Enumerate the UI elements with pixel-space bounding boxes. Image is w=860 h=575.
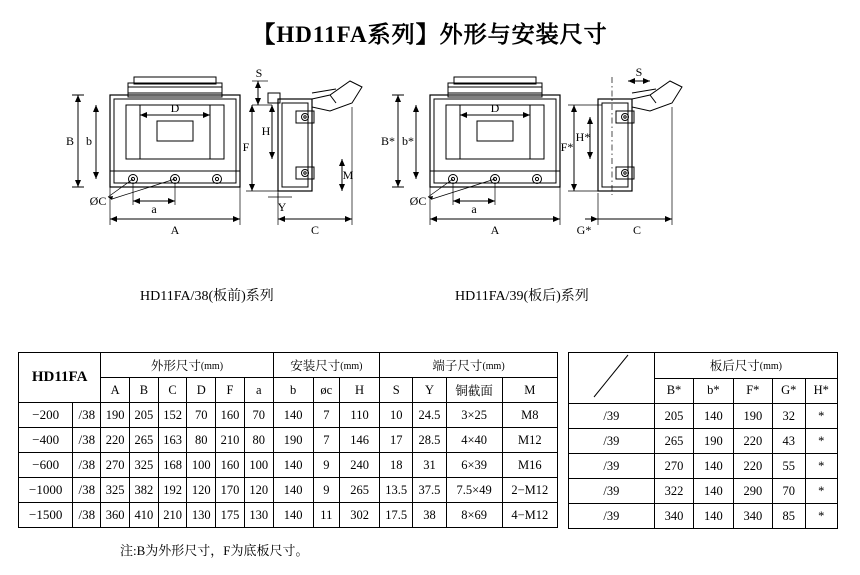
cell: 170	[216, 478, 245, 503]
cell: 120	[187, 478, 216, 503]
cell: 205	[130, 403, 159, 428]
cell: 9	[313, 453, 339, 478]
table-corner-label: HD11FA	[19, 353, 101, 403]
table-row	[19, 478, 558, 503]
cell: 290	[733, 479, 772, 504]
cell: 85	[773, 504, 805, 529]
col-header-B: B	[130, 378, 159, 403]
col-header-C: C	[158, 378, 187, 403]
cell: 2−M12	[502, 478, 557, 503]
cell: 340	[654, 504, 693, 529]
cell: 190	[694, 429, 733, 454]
cell: 37.5	[413, 478, 446, 503]
cell: 130	[244, 503, 273, 528]
svg-text:H*: H*	[575, 130, 591, 144]
cell: 325	[101, 478, 130, 503]
side-row-code-1: /39	[569, 404, 655, 429]
cell: 130	[187, 503, 216, 528]
cell: 270	[101, 453, 130, 478]
cell: 70	[244, 403, 273, 428]
side-group-header-rear	[654, 353, 837, 379]
cell: 17	[380, 428, 413, 453]
svg-text:b: b	[86, 134, 92, 148]
cell: 100	[244, 453, 273, 478]
svg-text:C: C	[310, 223, 320, 237]
cell: 13.5	[380, 478, 413, 503]
cell: 140	[694, 404, 733, 429]
row-model-1500: −1500	[19, 503, 73, 528]
cell: 43	[773, 429, 805, 454]
col-header-copper-section: 铜截面	[446, 378, 502, 403]
cell: M16	[502, 453, 557, 478]
side-col-header-Fstar: F*	[733, 378, 772, 404]
cell: 31	[413, 453, 446, 478]
side-row-code-5: /39	[569, 504, 655, 529]
caption-front-series: HD11FA/38(板前)系列	[140, 289, 274, 304]
row-model-600: −600	[19, 453, 73, 478]
cell: 210	[216, 428, 245, 453]
caption-rear-series: HD11FA/39(板后)系列	[455, 289, 589, 304]
cell: 8×69	[446, 503, 502, 528]
cell: 140	[273, 503, 313, 528]
svg-text:a: a	[471, 202, 477, 216]
cell: 7.5×49	[446, 478, 502, 503]
group-header-mounting-label: 安装尺寸	[290, 359, 341, 373]
group-header-mounting	[273, 353, 380, 378]
svg-text:b*: b*	[402, 134, 414, 148]
side-row-code-2: /39	[569, 429, 655, 454]
cell: 110	[340, 403, 380, 428]
svg-text:a: a	[151, 202, 157, 216]
cell: 55	[773, 454, 805, 479]
cell: 7	[313, 403, 339, 428]
cell: 265	[130, 428, 159, 453]
svg-text:ØC: ØC	[409, 194, 427, 208]
cell: 152	[158, 403, 187, 428]
side-col-header-Bstar: B*	[654, 378, 693, 404]
cell: 32	[773, 404, 805, 429]
row-model-1000: −1000	[19, 478, 73, 503]
col-header-H: H	[340, 378, 380, 403]
dimension-tables	[18, 352, 842, 529]
page-title: 【HD11FA系列】外形与安装尺寸	[252, 22, 608, 47]
cell: *	[805, 454, 838, 479]
row-code-400: /38	[73, 428, 101, 453]
svg-text:S: S	[635, 65, 643, 79]
cell: 163	[158, 428, 187, 453]
svg-text:A: A	[170, 223, 180, 237]
main-dimension-table	[18, 352, 558, 528]
table-row	[19, 503, 558, 528]
cell: 220	[101, 428, 130, 453]
cell: 100	[187, 453, 216, 478]
cell: 24.5	[413, 403, 446, 428]
table-row	[569, 454, 838, 479]
cell: 140	[273, 478, 313, 503]
cell: 325	[130, 453, 159, 478]
side-table-diagonal-cell	[569, 353, 655, 404]
table-row	[19, 453, 558, 478]
table-row	[569, 504, 838, 529]
cell: 175	[216, 503, 245, 528]
cell: 360	[101, 503, 130, 528]
svg-text:M: M	[342, 168, 354, 182]
cell: 190	[101, 403, 130, 428]
row-code-1500: /38	[73, 503, 101, 528]
cell: 192	[158, 478, 187, 503]
cell: 160	[216, 403, 245, 428]
footnote: 注:B为外形尺寸，F为底板尺寸。	[120, 543, 309, 558]
dimension-drawings	[0, 63, 860, 278]
cell: 322	[654, 479, 693, 504]
svg-text:S: S	[255, 66, 263, 80]
cell: 140	[273, 403, 313, 428]
svg-text:G*: G*	[576, 223, 592, 237]
cell: M12	[502, 428, 557, 453]
col-header-M: M	[502, 378, 557, 403]
cell: M8	[502, 403, 557, 428]
cell: 168	[158, 453, 187, 478]
group-header-terminal	[380, 353, 558, 378]
cell: 28.5	[413, 428, 446, 453]
cell: 9	[313, 478, 339, 503]
row-code-200: /38	[73, 403, 101, 428]
cell: 190	[733, 404, 772, 429]
cell: 70	[187, 403, 216, 428]
cell: 70	[773, 479, 805, 504]
side-group-header-label: 板后尺寸	[709, 359, 760, 374]
side-group-header-unit: (mm)	[759, 361, 783, 373]
row-model-200: −200	[19, 403, 73, 428]
side-col-header-Gstar: G*	[773, 378, 805, 404]
cell: 220	[733, 454, 772, 479]
svg-text:D: D	[170, 101, 180, 115]
svg-text:B*: B*	[380, 134, 396, 148]
svg-text:H: H	[261, 124, 271, 138]
group-header-outline	[101, 353, 273, 378]
cell: 160	[216, 453, 245, 478]
group-header-mounting-unit: (mm)	[340, 361, 363, 372]
cell: 220	[733, 429, 772, 454]
col-header-a: a	[244, 378, 273, 403]
cell: 140	[273, 453, 313, 478]
cell: 340	[733, 504, 772, 529]
svg-text:Y: Y	[277, 200, 287, 214]
table-row	[569, 479, 838, 504]
cell: 18	[380, 453, 413, 478]
cell: 190	[273, 428, 313, 453]
cell: 302	[340, 503, 380, 528]
side-col-header-bstar: b*	[694, 378, 733, 404]
cell: *	[805, 504, 838, 529]
drawing-captions	[0, 285, 860, 311]
cell: *	[805, 479, 838, 504]
svg-text:A: A	[490, 223, 500, 237]
row-model-400: −400	[19, 428, 73, 453]
cell: 80	[187, 428, 216, 453]
col-header-S: S	[380, 378, 413, 403]
cell: 382	[130, 478, 159, 503]
drawings-area	[0, 63, 860, 283]
cell: 210	[158, 503, 187, 528]
col-header-A: A	[101, 378, 130, 403]
cell: *	[805, 429, 838, 454]
cell: 265	[340, 478, 380, 503]
cell: 205	[654, 404, 693, 429]
cell: 265	[654, 429, 693, 454]
cell: 4−M12	[502, 503, 557, 528]
group-header-outline-label: 外形尺寸	[150, 359, 201, 373]
cell: 3×25	[446, 403, 502, 428]
side-group-header-row	[569, 353, 838, 379]
row-code-1000: /38	[73, 478, 101, 503]
table-group-header-row	[19, 353, 558, 378]
svg-text:B: B	[65, 134, 75, 148]
cell: 10	[380, 403, 413, 428]
diagonal-slash-icon	[590, 353, 632, 399]
cell: 6×39	[446, 453, 502, 478]
svg-text:F: F	[242, 140, 250, 154]
svg-text:D: D	[490, 101, 500, 115]
cell: 140	[694, 479, 733, 504]
group-header-terminal-unit: (mm)	[482, 361, 505, 372]
cell: 4×40	[446, 428, 502, 453]
cell: 270	[654, 454, 693, 479]
cell: 120	[244, 478, 273, 503]
cell: 17.5	[380, 503, 413, 528]
table-row	[569, 404, 838, 429]
side-row-code-4: /39	[569, 479, 655, 504]
group-header-outline-unit: (mm)	[200, 361, 224, 372]
cell: 140	[694, 454, 733, 479]
col-header-phic: øc	[313, 378, 339, 403]
cell: 7	[313, 428, 339, 453]
group-header-terminal-label: 端子尺寸	[432, 359, 483, 373]
col-header-Y: Y	[413, 378, 446, 403]
cell: 140	[694, 504, 733, 529]
row-code-600: /38	[73, 453, 101, 478]
cell: 38	[413, 503, 446, 528]
cell: 410	[130, 503, 159, 528]
table-row	[19, 403, 558, 428]
col-header-b: b	[273, 378, 313, 403]
col-header-D: D	[187, 378, 216, 403]
cell: 240	[340, 453, 380, 478]
cell: 146	[340, 428, 380, 453]
side-row-code-3: /39	[569, 454, 655, 479]
table-row	[19, 428, 558, 453]
svg-text:F*: F*	[560, 140, 574, 154]
cell: 11	[313, 503, 339, 528]
table-row	[569, 429, 838, 454]
cell: 80	[244, 428, 273, 453]
svg-text:ØC: ØC	[89, 194, 107, 208]
rear-dimension-table	[568, 352, 838, 529]
svg-text:C: C	[632, 223, 642, 237]
col-header-F: F	[216, 378, 245, 403]
cell: *	[805, 404, 838, 429]
side-col-header-Hstar: H*	[805, 378, 838, 404]
